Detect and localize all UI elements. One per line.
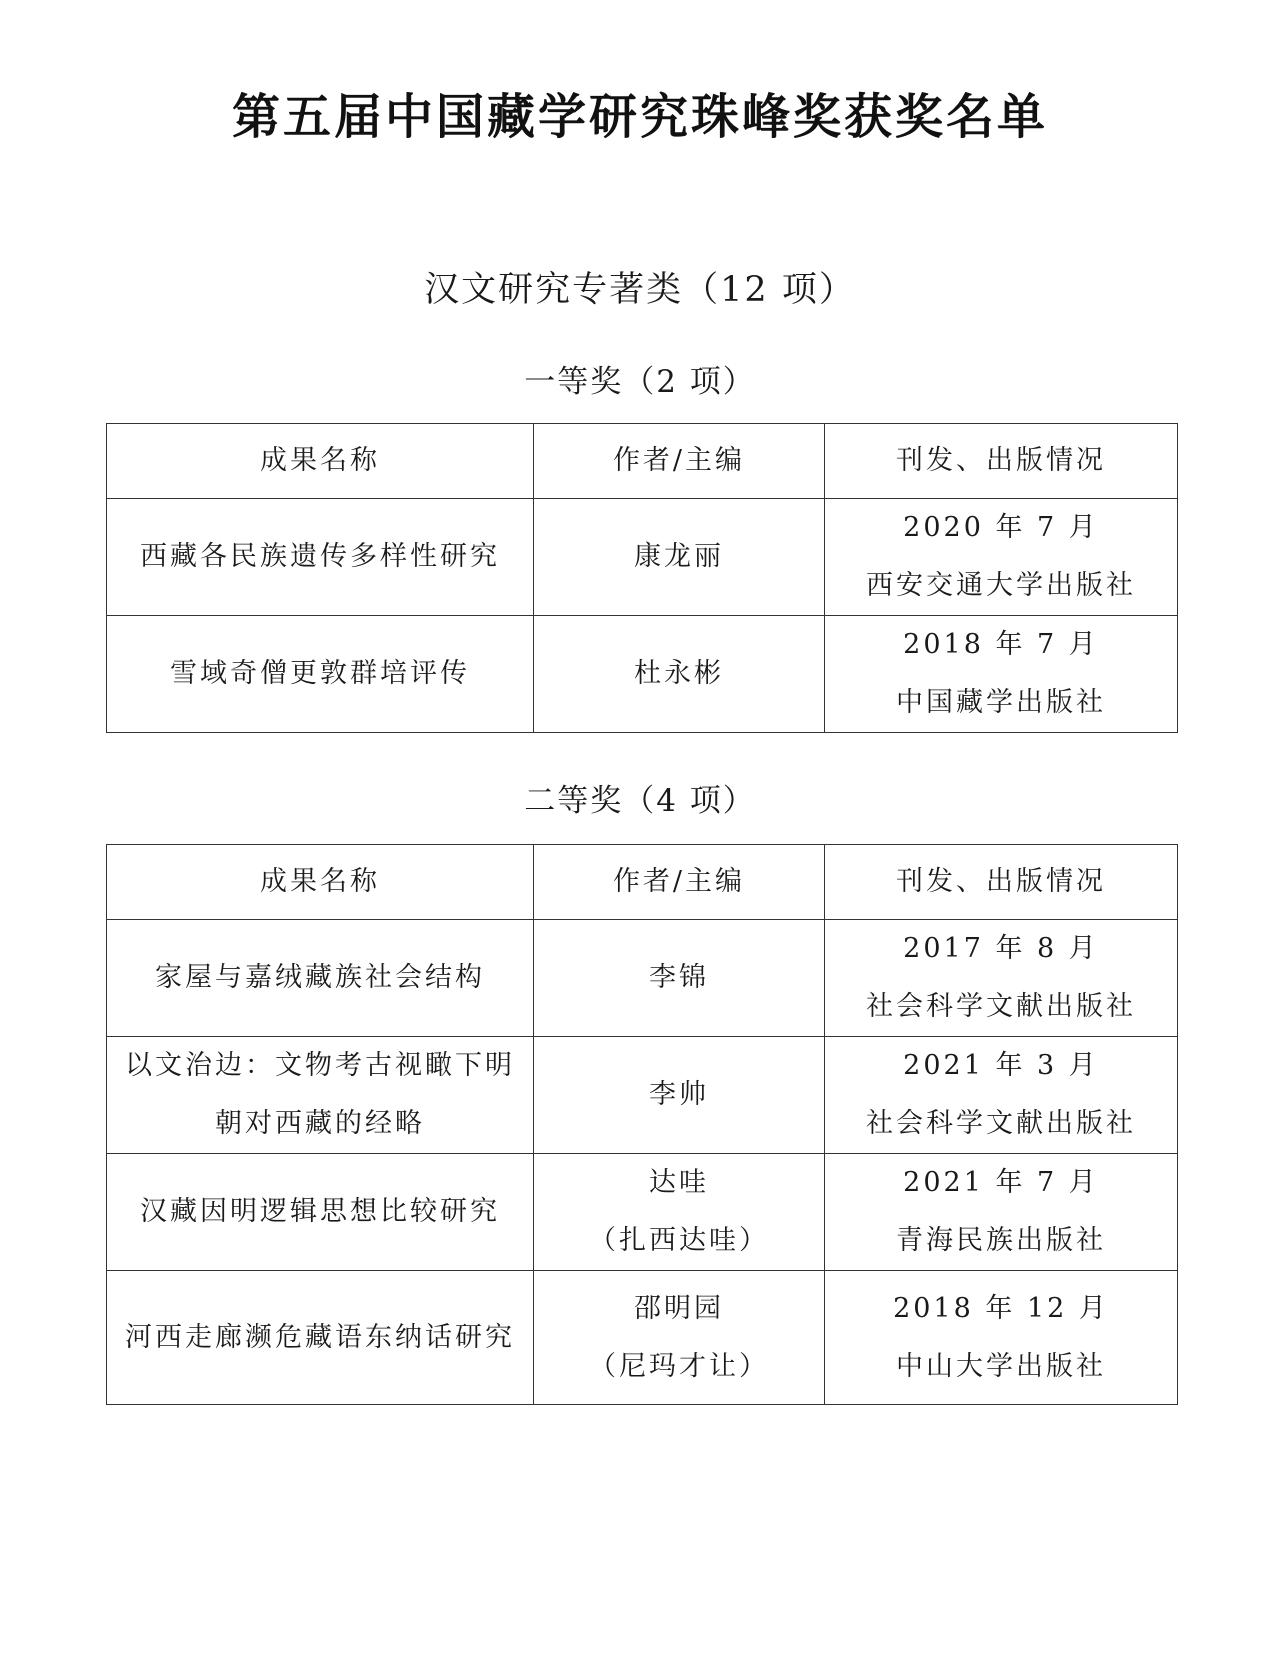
author-alt-name: （尼玛才让）	[589, 1350, 769, 1382]
publication-date: 2021 年 3 月	[903, 1050, 1099, 1081]
publication-info	[825, 499, 1178, 616]
publication-date: 2021 年 7 月	[903, 1167, 1099, 1198]
table-header-row	[107, 424, 1178, 499]
work-author: 李帅	[534, 1037, 825, 1154]
first-prize-heading: 一等奖（2 项）	[524, 364, 756, 400]
publication-date: 2020 年 7 月	[903, 512, 1099, 543]
author-name: 达哇	[649, 1167, 709, 1198]
table-row	[107, 1154, 1178, 1271]
author-name: 邵明园	[634, 1292, 724, 1324]
publication-info	[825, 1037, 1178, 1154]
header-work-title: 成果名称	[107, 424, 534, 499]
second-prize-table	[106, 844, 1178, 1405]
table-row	[107, 1271, 1178, 1405]
work-title: 西藏各民族遗传多样性研究	[107, 499, 534, 616]
work-title: 雪域奇僧更敦群培评传	[107, 616, 534, 733]
work-title: 家屋与嘉绒藏族社会结构	[107, 920, 534, 1037]
publisher: 青海民族出版社	[896, 1225, 1106, 1256]
publication-info	[825, 1154, 1178, 1271]
publisher: 社会科学文献出版社	[866, 991, 1136, 1022]
table-row	[107, 616, 1178, 733]
publication-info	[825, 616, 1178, 733]
first-prize-table	[106, 423, 1178, 733]
header-publication: 刊发、出版情况	[825, 424, 1178, 499]
publication-info	[825, 920, 1178, 1037]
publisher: 西安交通大学出版社	[866, 570, 1136, 601]
category-heading: 汉文研究专著类（12 项）	[424, 270, 856, 310]
header-author: 作者/主编	[534, 424, 825, 499]
publication-info	[825, 1271, 1178, 1405]
work-title: 汉藏因明逻辑思想比较研究	[107, 1154, 534, 1271]
publication-date: 2018 年 7 月	[903, 629, 1099, 660]
table-row	[107, 920, 1178, 1037]
table-row	[107, 1037, 1178, 1154]
work-author	[534, 1271, 825, 1405]
header-work-title: 成果名称	[107, 845, 534, 920]
publisher: 中国藏学出版社	[896, 687, 1106, 718]
work-author: 李锦	[534, 920, 825, 1037]
work-author: 康龙丽	[534, 499, 825, 616]
table-header-row	[107, 845, 1178, 920]
publication-date: 2017 年 8 月	[903, 933, 1099, 964]
author-alt-name: （扎西达哇）	[589, 1225, 769, 1256]
work-title: 以文治边：文物考古视瞰下明朝对西藏的经略	[107, 1037, 534, 1154]
publisher: 社会科学文献出版社	[866, 1108, 1136, 1139]
header-author: 作者/主编	[534, 845, 825, 920]
work-title: 河西走廊濒危藏语东纳话研究	[107, 1271, 534, 1405]
work-author	[534, 1154, 825, 1271]
second-prize-heading: 二等奖（4 项）	[524, 783, 756, 819]
publisher: 中山大学出版社	[896, 1350, 1106, 1382]
table-row	[107, 499, 1178, 616]
work-author: 杜永彬	[534, 616, 825, 733]
header-publication: 刊发、出版情况	[825, 845, 1178, 920]
document-title: 第五届中国藏学研究珠峰奖获奖名单	[231, 89, 1048, 145]
publication-date: 2018 年 12 月	[893, 1292, 1109, 1324]
